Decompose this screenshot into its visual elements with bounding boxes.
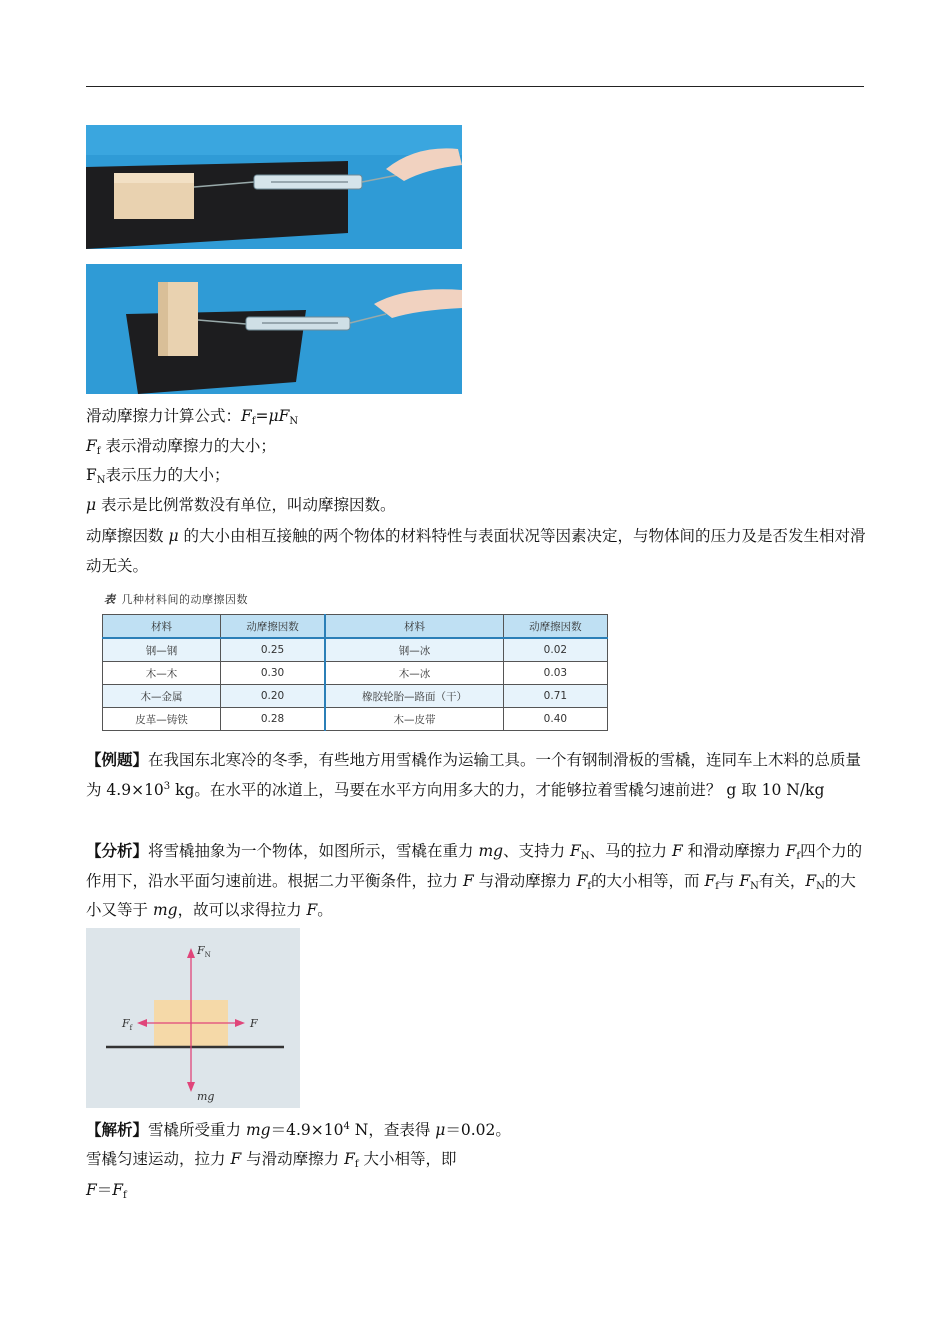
example-text2: kg。在水平的冰道上，马要在水平方向用多大的力，才能够拉着雪橇匀速前进？ g 取 10 N/kg (170, 780, 825, 799)
final-eq-sign: ＝ (96, 1181, 113, 1199)
table-cell: 木—木 (103, 662, 221, 685)
analysis-mg: mg (152, 901, 178, 919)
analysis-f-symbol: F (739, 871, 751, 890)
table-row (103, 662, 608, 685)
uniform-f-symbol: F (230, 1150, 242, 1168)
final-sub: f (123, 1190, 127, 1201)
solution-text: 雪橇所受重力 (148, 1121, 246, 1139)
solution-tag: 【解析】 (86, 1120, 149, 1139)
analysis-f-symbol: F (671, 842, 683, 860)
analysis-text: 、马的拉力 (589, 842, 672, 860)
analysis-sub: f (587, 880, 592, 892)
analysis-text: 、支持力 (503, 842, 571, 860)
solution-text: N，查表得 (349, 1121, 436, 1139)
force-diagram (86, 928, 300, 1108)
label-ff: $F_f$ (122, 1017, 133, 1032)
table-caption-text: 几种材料间的动摩擦因数 (121, 593, 248, 606)
table-header-cell: 动摩擦因数 (220, 615, 325, 639)
formula-fn-symbol: F (278, 407, 290, 425)
photo-block-upright (86, 264, 462, 394)
table-cell: 0.71 (503, 685, 607, 708)
table-header-row (103, 615, 608, 639)
analysis-text: 的大小又等于 (86, 871, 856, 919)
def-fn-sub: N (96, 475, 106, 486)
def-ff-sub: f (96, 446, 101, 457)
table-header-cell: 动摩擦因数 (503, 615, 607, 639)
analysis-sub: N (816, 880, 825, 892)
mu-note-part2: 的大小由相互接触的两个物体的材料特性与表面状况等因素决定，与物体间的压力及是否发生相对滑动无关。 (86, 527, 866, 575)
table-cell: 0.30 (220, 662, 325, 685)
formula-mu: μ (268, 407, 279, 425)
analysis-text: 四个力的作用下，沿水平面匀速前进。根据二力平衡条件，拉力 (86, 842, 863, 890)
formula-eq: = (255, 407, 269, 425)
example-text1: 在我国东北寒冷的冬季，有些地方用雪橇作为运输工具。一个有钢制滑板的雪橇，连同车上木料的总质量为 4.9×10 (86, 751, 862, 799)
table-cell: 木—金属 (103, 685, 221, 708)
table-cell: 0.40 (503, 708, 607, 731)
example-paragraph (86, 745, 866, 805)
formula-ff-sub: f (251, 416, 256, 427)
table-cell: 0.02 (503, 638, 607, 662)
analysis-text: 与 (718, 871, 740, 890)
def-mu-symbol: μ (86, 496, 97, 514)
table-cell: 0.28 (220, 708, 325, 731)
analysis-f-symbol: F (306, 901, 318, 919)
analysis-mg: mg (478, 842, 504, 860)
table-cell: 钢—钢 (103, 638, 221, 662)
table-row (103, 638, 608, 662)
final-equation (86, 1176, 866, 1206)
table-cell: 橡胶轮胎—路面（干） (325, 685, 503, 708)
solution-text: ＝0.02。 (445, 1121, 511, 1139)
definition-mu (86, 491, 866, 521)
def-ff-symbol: F (86, 437, 97, 455)
formula-ff-symbol: F (241, 407, 252, 425)
table-row (103, 708, 608, 731)
example-exponent: 3 (163, 780, 171, 792)
analysis-text: 的大小相等，而 (591, 871, 705, 890)
table-cell: 皮革—铸铁 (103, 708, 221, 731)
table-cell: 0.03 (503, 662, 607, 685)
analysis-text: 有关， (758, 871, 806, 890)
def-mu-text: 表示是比例常数没有单位，叫动摩擦因数。 (96, 496, 396, 514)
table-cell: 木—冰 (325, 662, 503, 685)
table-cell: 木—皮带 (325, 708, 503, 731)
label-mg: mg (197, 1090, 215, 1103)
analysis-sub: N (580, 851, 590, 862)
analysis-text: 和滑动摩擦力 (682, 842, 786, 860)
analysis-f-symbol: F (462, 871, 474, 890)
formula-line (86, 402, 866, 432)
mu-note-paragraph (86, 522, 866, 581)
analysis-sub: f (715, 880, 719, 892)
formula-label: 滑动摩擦力计算公式： (86, 407, 242, 425)
analysis-text: ，故可以求得拉力 (177, 901, 307, 919)
table-caption-prefix: 表 (104, 593, 116, 606)
label-fn: $F_N$ (197, 944, 211, 959)
solution-line (86, 1115, 866, 1146)
header-rule (86, 86, 864, 87)
def-ff-text: 表示滑动摩擦力的大小； (100, 437, 276, 455)
analysis-f-symbol: F (785, 842, 797, 860)
solution-mu: μ (435, 1121, 446, 1139)
uniform-text: 与滑动摩擦力 (241, 1150, 345, 1168)
uniform-motion-line (86, 1145, 866, 1175)
mu-note-part1: 动摩擦因数 (86, 527, 164, 545)
final-f-symbol: F (86, 1181, 97, 1199)
solution-text: ＝4.9×10 (270, 1121, 344, 1139)
table-cell: 0.20 (220, 685, 325, 708)
uniform-f-symbol: F (344, 1150, 355, 1168)
def-fn-text: 表示压力的大小； (105, 466, 230, 484)
analysis-text: 与滑动摩擦力 (473, 871, 577, 890)
analysis-sub: N (750, 880, 759, 892)
mu-note-symbol: μ (168, 527, 179, 545)
analysis-f-symbol: F (570, 842, 581, 860)
analysis-f-symbol: F (704, 871, 716, 890)
uniform-text: 大小相等，即 (358, 1150, 457, 1168)
analysis-text: 将雪橇抽象为一个物体，如图所示，雪橇在重力 (148, 842, 479, 860)
final-f-symbol: F (112, 1181, 124, 1199)
table-header-cell: 材料 (103, 615, 221, 639)
definition-fn (86, 461, 866, 491)
analysis-f-symbol: F (576, 871, 588, 890)
table-cell: 0.25 (220, 638, 325, 662)
uniform-sub: f (354, 1159, 359, 1170)
analysis-sub: f (796, 851, 801, 862)
formula-fn-sub: N (289, 416, 299, 427)
solution-mg: mg (245, 1121, 271, 1139)
analysis-tag: 【分析】 (86, 841, 149, 860)
label-f: F (250, 1017, 258, 1030)
uniform-text: 雪橇匀速运动，拉力 (86, 1150, 231, 1168)
table-header-cell: 材料 (325, 615, 503, 639)
table-row (103, 685, 608, 708)
table-cell: 钢—冰 (325, 638, 503, 662)
photo-block-flat (86, 125, 462, 249)
analysis-paragraph (86, 836, 866, 926)
friction-coefficient-table (102, 614, 608, 731)
definition-ff (86, 432, 866, 462)
table-caption (104, 591, 248, 607)
analysis-f-symbol: F (805, 871, 817, 890)
example-tag: 【例题】 (86, 750, 149, 769)
solution-exponent: 4 (343, 1121, 350, 1132)
analysis-text: 。 (317, 901, 333, 919)
def-fn-symbol: F (86, 466, 97, 484)
